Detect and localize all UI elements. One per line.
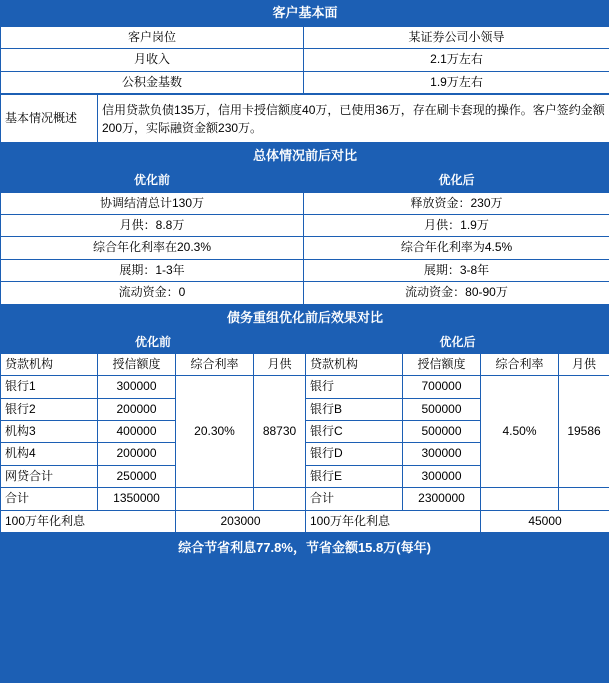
- table-row: [1, 71, 609, 93]
- overall-before-value: 月供：8.8万: [1, 214, 304, 236]
- before-rate: 20.30%: [176, 376, 254, 488]
- summary-table: [0, 94, 609, 143]
- overall-after-value: 综合年化利率为4.5%: [304, 237, 609, 259]
- before-credit: 300000: [98, 376, 176, 398]
- before-org: 银行1: [1, 376, 98, 398]
- summary-label: 基本情况概述: [1, 95, 98, 143]
- overall-after-value: 展期：3-8年: [304, 259, 609, 281]
- table-row: [1, 1, 609, 27]
- before-payment-blank: [254, 488, 306, 510]
- after-org: 银行C: [306, 421, 403, 443]
- overall-before-value: 展期：1-3年: [1, 259, 304, 281]
- before-credit: 200000: [98, 443, 176, 465]
- debt-restructure-title: 债务重组优化前后效果对比: [1, 305, 609, 331]
- customer-basic-value: 某证券公司小领导: [304, 27, 609, 49]
- after-credit-total: 2300000: [403, 488, 481, 510]
- interest-value-before: 203000: [176, 510, 306, 532]
- before-org-total: 合计: [1, 488, 98, 510]
- overall-before-header: 优化前: [1, 170, 304, 192]
- table-row: [1, 170, 609, 192]
- customer-basic-value: 2.1万左右: [304, 49, 609, 71]
- after-org: 银行: [306, 376, 403, 398]
- after-payment: 19586: [559, 376, 609, 488]
- interest-label-after: 100万年化利息: [306, 510, 481, 532]
- table-row: [1, 331, 609, 353]
- after-rate-blank: [481, 488, 559, 510]
- overall-after-value: 月供：1.9万: [304, 214, 609, 236]
- after-credit: 700000: [403, 376, 481, 398]
- table-row: [1, 95, 609, 143]
- after-org: 银行D: [306, 443, 403, 465]
- after-credit: 500000: [403, 421, 481, 443]
- after-rate: 4.50%: [481, 376, 559, 488]
- after-payment-blank: [559, 488, 609, 510]
- before-org: 机构3: [1, 421, 98, 443]
- overall-compare-table: [0, 143, 609, 304]
- table-row: [1, 353, 609, 375]
- column-header-rate: 综合利率: [481, 353, 559, 375]
- footer-summary: 综合节省利息77.8%，节省金额15.8万(每年): [0, 533, 609, 565]
- customer-basic-label: 客户岗位: [1, 27, 304, 49]
- column-header-org: 贷款机构: [1, 353, 98, 375]
- customer-basic-title: 客户基本面: [1, 1, 609, 27]
- column-header-credit: 授信额度: [403, 353, 481, 375]
- debt-before-header: 优化前: [1, 331, 306, 353]
- column-header-payment: 月供: [559, 353, 609, 375]
- interest-label-before: 100万年化利息: [1, 510, 176, 532]
- table-row: [1, 192, 609, 214]
- interest-value-after: 45000: [481, 510, 609, 532]
- table-row: [1, 49, 609, 71]
- before-org: 网贷合计: [1, 465, 98, 487]
- table-row: [1, 488, 609, 510]
- overall-before-value: 协调结清总计130万: [1, 192, 304, 214]
- overall-after-value: 流动资金：80-90万: [304, 282, 609, 304]
- customer-basic-label: 月收入: [1, 49, 304, 71]
- before-credit: 250000: [98, 465, 176, 487]
- before-rate-blank: [176, 488, 254, 510]
- overall-before-value: 流动资金：0: [1, 282, 304, 304]
- before-payment: 88730: [254, 376, 306, 488]
- debt-after-header: 优化后: [306, 331, 609, 353]
- after-org: 银行E: [306, 465, 403, 487]
- table-row: [1, 214, 609, 236]
- table-row: [1, 237, 609, 259]
- overall-after-header: 优化后: [304, 170, 609, 192]
- table-row: [1, 259, 609, 281]
- after-credit: 500000: [403, 398, 481, 420]
- overall-after-value: 释放资金：230万: [304, 192, 609, 214]
- before-credit-total: 1350000: [98, 488, 176, 510]
- table-row: [1, 282, 609, 304]
- table-row: [1, 27, 609, 49]
- summary-text: 信用贷款负债135万，信用卡授信额度40万，已使用36万，存在刷卡套现的操作。客户签约金额200万，实际融资金额230万。: [98, 95, 609, 143]
- table-row: [1, 305, 609, 331]
- column-header-credit: 授信额度: [98, 353, 176, 375]
- customer-basic-value: 1.9万左右: [304, 71, 609, 93]
- overall-compare-title: 总体情况前后对比: [1, 144, 609, 170]
- overall-before-value: 综合年化利率在20.3%: [1, 237, 304, 259]
- table-row: [1, 376, 609, 398]
- column-header-org: 贷款机构: [306, 353, 403, 375]
- customer-basic-label: 公积金基数: [1, 71, 304, 93]
- after-org-total: 合计: [306, 488, 403, 510]
- customer-basic-table: [0, 0, 609, 94]
- column-header-rate: 综合利率: [176, 353, 254, 375]
- after-org: 银行B: [306, 398, 403, 420]
- before-org: 机构4: [1, 443, 98, 465]
- table-row: [1, 510, 609, 532]
- after-credit: 300000: [403, 443, 481, 465]
- after-credit: 300000: [403, 465, 481, 487]
- column-header-payment: 月供: [254, 353, 306, 375]
- before-credit: 200000: [98, 398, 176, 420]
- debt-restructure-table: [0, 305, 609, 534]
- table-row: [1, 144, 609, 170]
- before-org: 银行2: [1, 398, 98, 420]
- before-credit: 400000: [98, 421, 176, 443]
